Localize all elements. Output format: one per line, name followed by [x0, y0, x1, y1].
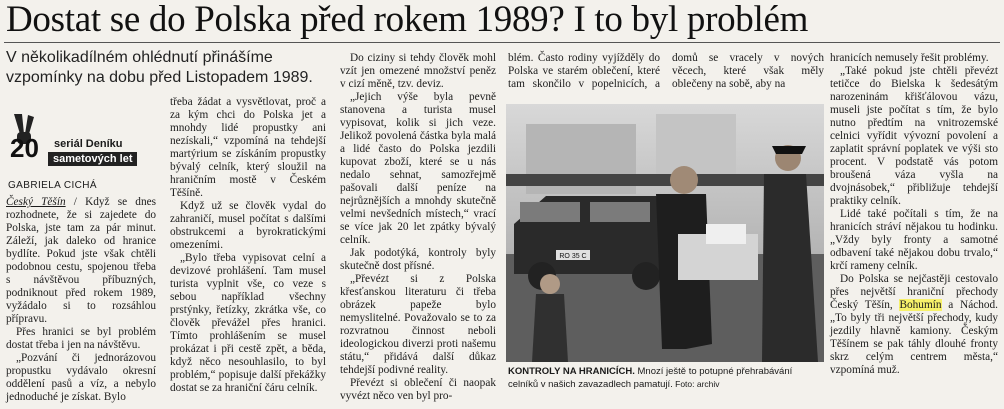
- photo-caption: [508, 366, 824, 391]
- headline: Dostat se do Polska před rokem 1989? I to byl problém: [6, 0, 809, 40]
- article-column-2: [170, 96, 326, 406]
- paragraph: Lidé také počítali s tím, že na hranicích stráví nějakou tu hodinku. „Vždy byly fronty a samotné odbavení také nějakou dobu trvalo,“ krčí rameny celník.: [830, 208, 998, 272]
- paragraph: Do ciziny si tehdy člověk mohl vzít jen omezené množství peněz v cizí měně, tzv. deviz.: [340, 52, 496, 90]
- license-plate: RO 35 C: [559, 253, 587, 260]
- article-column-3: [340, 52, 496, 406]
- paragraph: „Bylo třeba vypisovat celní a devizové prohlášení. Tam musel turista vyplnit vše, co veze s sebou například všechny prstýnky, řetízky, zkrátka vše, co člověk převážel přes hranici. Tímto prohlášením se musel prokázat i při cestě zpět, a běda, když něco nesouhlasilo, to byl problém,“ popisuje další překážky dostat se za hraniční čáru celník.: [170, 252, 326, 394]
- article-column-5: [830, 52, 998, 406]
- photo-credit: Foto: archiv: [672, 379, 720, 389]
- series-number: 20: [10, 133, 39, 163]
- article-column-4-top: [508, 52, 824, 100]
- paragraph: / Když se dnes rozhodnete, že si zajedete do Polska, jste tam za pár minut. Záleží, jak daleko od hranice bydlíte. Pokud jste však chtěli podobnou cestu, spojenou třeba s návštěvou příbuzných, podniknout před rokem 1989, vyžádalo si to rozsáhlou přípravu.: [6, 196, 156, 325]
- border-control-photo: [506, 104, 824, 362]
- highlighted-word: Bohumín: [899, 299, 942, 311]
- paragraph: Přes hranici se byl problém dostat třeba i jen na návštěvu.: [6, 326, 156, 351]
- dateline-city: Český Těšín: [6, 196, 66, 208]
- paragraph: hranicích nemusely řešit problémy.: [830, 52, 989, 64]
- paragraph: Když už se člověk vydal do zahraničí, musel počítat s dalšími obstrukcemi a byrokratickými omezeními.: [170, 200, 326, 251]
- paragraph: „Pozvání či jednorázovou propustku vydávalo okresní oddělení pasů a víz, a nebylo jednoduché je získat. Bylo: [6, 352, 156, 403]
- paragraph-part: Do Polska se nejčastěji cestovalo přes největší hraniční přechody Český Těšín,: [830, 273, 998, 311]
- series-logo: [8, 108, 156, 170]
- byline: GABRIELA CICHÁ: [8, 180, 97, 191]
- paragraph: „Také pokud jste chtěli převézt tetičce do Bielska k šedesátým narozeninám křišťálovou vázu, museli jste počítat s tím, že bylo nutno předtím na vnitrozemské celnici vyřídit vývozní povolení a zaplatit správní poplatek ve výši sto procent. V podstatě vás potom broušená váza vyšla na dvojnásobek,“ přibližuje tehdejší praktiky celník.: [830, 65, 998, 207]
- paragraph: „Jejich výše byla pevně stanovena a turista musel vypisovat, kolik si jich veze. Jelikož povolená částka byla malá a lidé často do Polska jezdili kupovat zboží, které se u nás nedalo sehnat, samozřejmě pašovali další peníze na nejrůznějších a mnohdy skutečně velmi nevšedních místech,“ vrací se více jak 20 let zpátky bývalý celník.: [340, 91, 496, 246]
- photo-illustration: [506, 104, 824, 362]
- headline-rule: [4, 42, 1000, 43]
- lead-paragraph: V několikadílném ohlédnutí přinášíme vzpomínky na dobu před Listopadem 1989.: [6, 49, 313, 86]
- paragraph: třeba žádat a vysvětlovat, proč a za kým chci do Polska jet a mnohdy lidé propustky ani nezískali,“ vzpomíná na tehdejší martýrium se získáním propustky bývalý celník, který sloužil na hraničním mostě v Českém Těšíně.: [170, 96, 326, 199]
- series-subtitle: sametových let: [48, 152, 137, 166]
- caption-title: KONTROLY NA HRANICÍCH.: [508, 366, 635, 377]
- paragraph: blém. Často rodiny vyjížděly do Polska ve starém oblečení, které tam skončilo v popelnicích, a domů se vracely v nových věcech, které však měly oblečeny na sobě, aby na: [508, 52, 824, 90]
- paragraph-part: a Náchod. „To byly tři největší přechody, kudy jezdily hlavně kamiony. Českým Těšínem se pak táhly dlouhé fronty skrz celým centrem města,“ vzpomíná muž.: [830, 299, 999, 376]
- series-title: seriál Deníku: [54, 138, 123, 150]
- paragraph: Převézt si oblečení či naopak vyvézt něco ven byl pro-: [340, 377, 496, 402]
- paragraph: Jak podotýká, kontroly byly skutečně dost přísné.: [340, 247, 496, 272]
- paragraph: „Převézt si z Polska křesťanskou literaturu či třeba obrázek papeže bylo nemyslitelné. Považovalo se to za rozvratnou činnost neboli ideologickou diverzi proti našemu státu,“ přidává další důkaz tehdejší podivné reality.: [340, 273, 496, 376]
- article-column-1: [6, 196, 156, 406]
- paragraph: [830, 273, 998, 377]
- caption-text: Mnozí ještě to potupné přehrabávání celníků v našich zavazadlech pamatují.: [508, 366, 793, 390]
